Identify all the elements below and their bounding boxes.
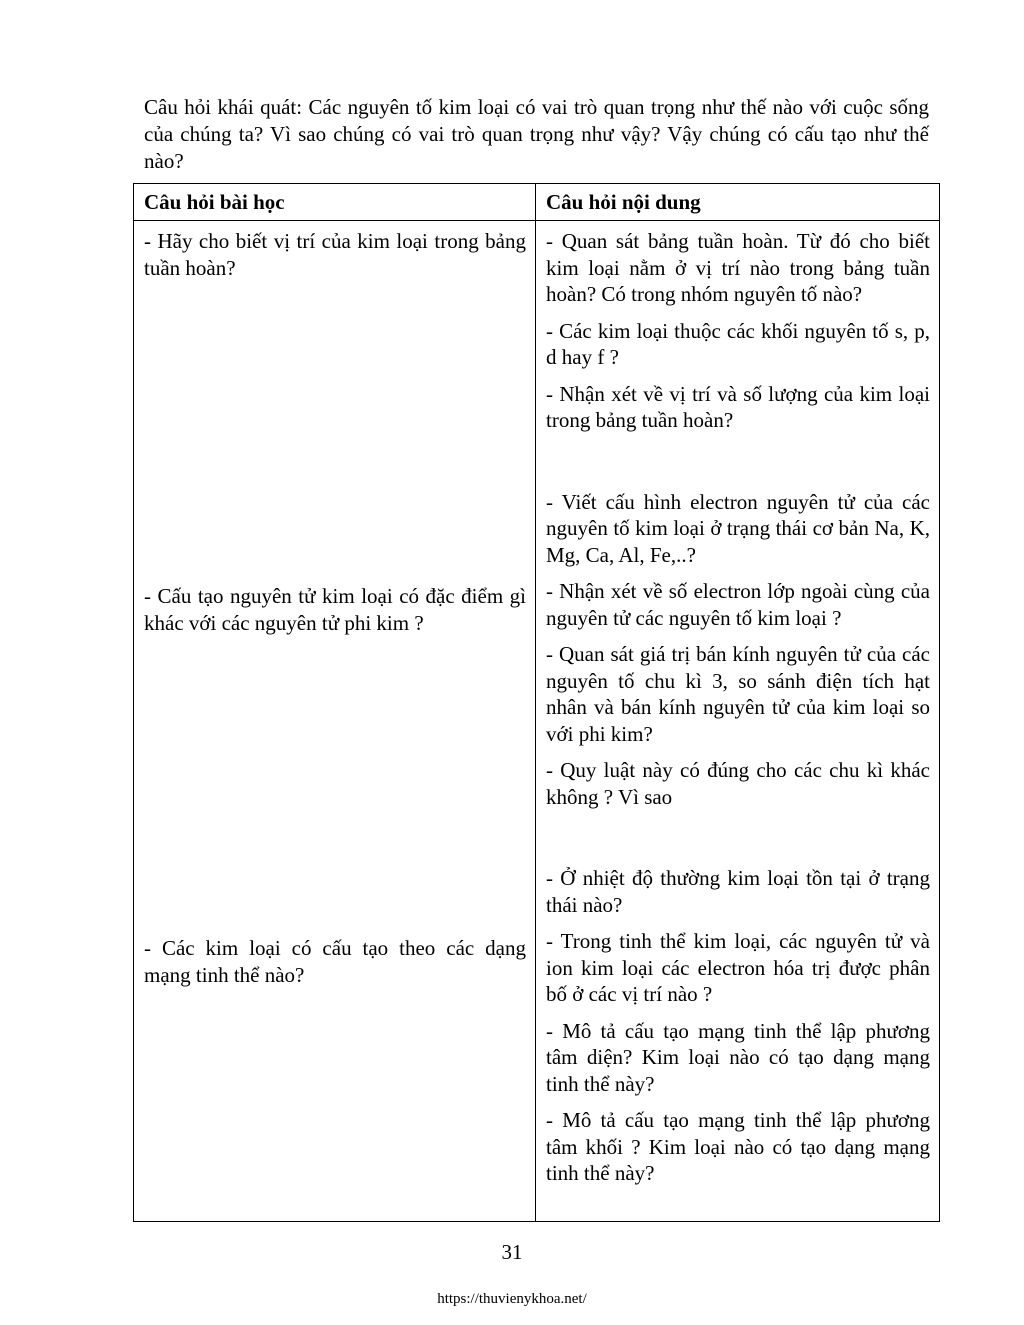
spacer [546, 444, 930, 489]
lesson-question: - Cấu tạo nguyên tử kim loại có đặc điểm gì khác với các nguyên tử phi kim ? [144, 584, 526, 635]
content-question: - Nhận xét về vị trí và số lượng của kim loại trong bảng tuần hoàn? [546, 381, 930, 432]
content-question: - Mô tả cấu tạo mạng tinh thể lập phương tâm khối ? Kim loại nào có tạo dạng mạng tinh thể này? [546, 1108, 930, 1185]
general-question: Câu hỏi khái quát: Các nguyên tố kim loại có vai trò quan trọng như thế nào với cuộc sống của chúng ta? Vì sao chúng có vai trò quan trọng như vậy? Vậy chúng có cấu tạo như thế nào? [144, 95, 929, 173]
table-header-row [134, 184, 940, 221]
content-question: - Quan sát bảng tuần hoàn. Từ đó cho biết kim loại nằm ở vị trí nào trong bảng tuần hoàn? Có trong nhóm nguyên tố nào? [546, 229, 930, 306]
lesson-questions-cell [134, 221, 536, 1222]
question-table [133, 183, 940, 1222]
content-question: - Viết cấu hình electron nguyên tử của các nguyên tố kim loại ở trạng thái cơ bản Na, K, Mg, Ca, Al, Fe,..? [546, 489, 930, 567]
content-question: - Các kim loại thuộc các khối nguyên tố s, p, d hay f ? [546, 318, 930, 369]
header-lesson-questions: Câu hỏi bài học [134, 184, 536, 221]
header-content-questions: Câu hỏi nội dung [536, 184, 940, 221]
content-questions-cell [536, 221, 940, 1222]
footer-url: https://thuvienykhoa.net/ [437, 1291, 587, 1307]
lesson-question: - Các kim loại có cấu tạo theo các dạng mạng tinh thể nào? [144, 936, 526, 987]
table-row [134, 221, 940, 1222]
content-question: - Quy luật này có đúng cho các chu kì khác không ? Vì sao [546, 758, 930, 809]
content-question: - Quan sát giá trị bán kính nguyên tử của các nguyên tố chu kì 3, so sánh điện tích hạt nhân và bán kính nguyên tử của kim loại so với phi kim? [546, 642, 930, 746]
content-question: - Trong tinh thể kim loại, các nguyên tử và ion kim loại các electron hóa trị được phân bố ở các vị trí nào ? [546, 929, 930, 1006]
page-number: 31 [501, 1240, 523, 1264]
content-question: - Nhận xét về số electron lớp ngoài cùng của nguyên tử các nguyên tố kim loại ? [546, 579, 930, 630]
content-question: - Ở nhiệt độ thường kim loại tồn tại ở trạng thái nào? [546, 866, 930, 917]
lesson-question: - Hãy cho biết vị trí của kim loại trong bảng tuần hoàn? [144, 229, 526, 280]
content-question: - Mô tả cấu tạo mạng tinh thể lập phương tâm diện? Kim loại nào có tạo dạng mạng tinh thể này? [546, 1018, 930, 1096]
spacer [546, 820, 930, 865]
